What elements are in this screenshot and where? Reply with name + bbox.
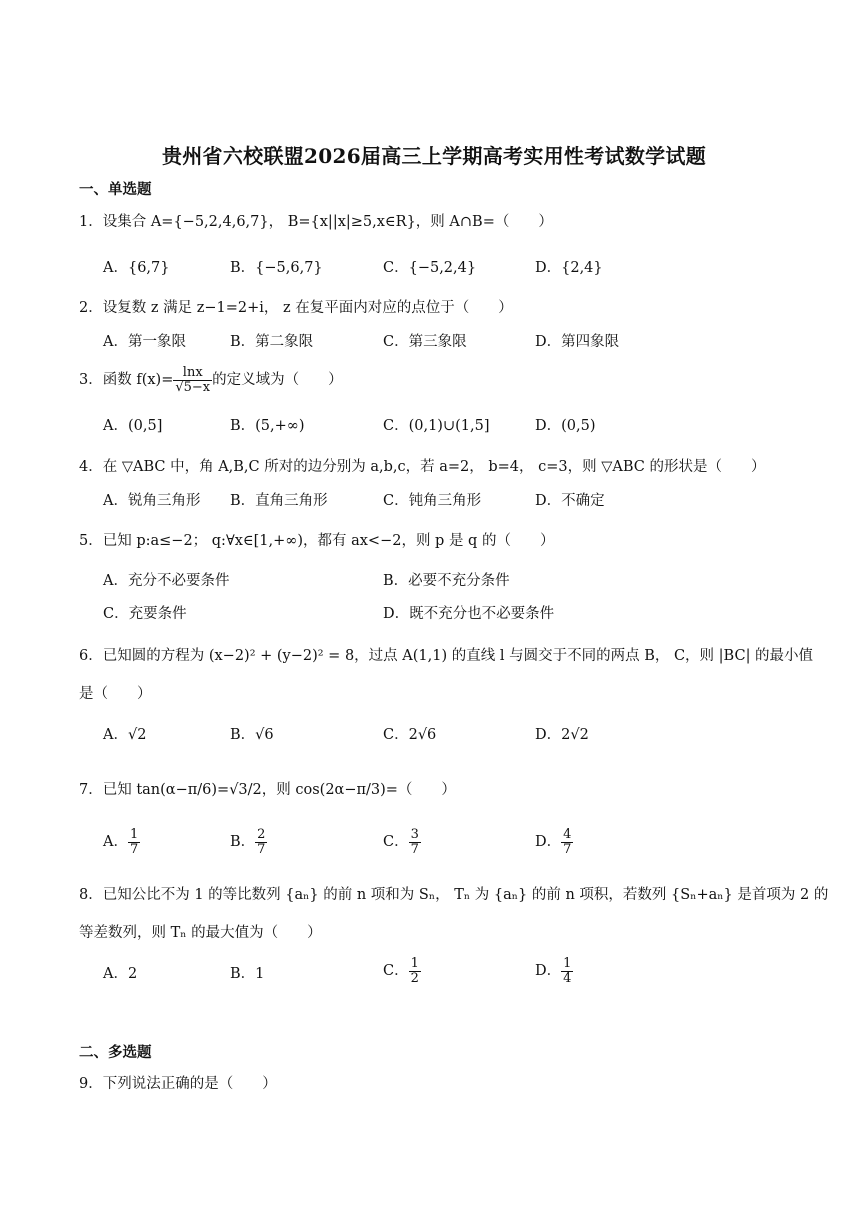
q8-option-c-den: 2 (410, 970, 419, 986)
q3-option-a: A．(0,5] (103, 418, 163, 434)
q6-option-c: C．2√6 (383, 727, 437, 743)
section-heading-single-choice: 一、单选题 (79, 181, 152, 198)
question-8-line-2: 等差数列，则 Tₙ 的最大值为（ ） (79, 925, 322, 941)
q6-option-d: D．2√2 (535, 727, 589, 743)
q7-option-c (383, 828, 421, 856)
q6-option-a: A．√2 (103, 727, 147, 743)
q7-option-c-letter: C． (383, 834, 409, 851)
q2-option-c: C．第三象限 (383, 334, 467, 350)
question-1: 1．设集合 A={−5,2,4,6,7}， B={x||x|≥5,x∈R}，则 A∩B=（ ） (79, 214, 553, 230)
q8-option-c-letter: C． (383, 963, 409, 980)
question-7: 7．已知 tan(α−π/6)=√3/2，则 cos(2α−π/3)=（ ） (79, 782, 456, 798)
q7-option-a-letter: A． (103, 834, 128, 851)
q8-option-c-num: 1 (410, 956, 419, 971)
q3-fraction (173, 366, 212, 394)
q4-option-b: B．直角三角形 (230, 493, 328, 509)
q3-option-d: D．(0,5) (535, 418, 596, 434)
question-2: 2．设复数 z 满足 z−1=2+i， z 在复平面内对应的点位于（ ） (79, 300, 513, 316)
q7-option-a-num: 1 (129, 827, 139, 842)
question-6-line-2: 是（ ） (79, 686, 152, 702)
q5-option-d: D．既不充分也不必要条件 (383, 606, 555, 622)
q7-option-d-den: 7 (563, 841, 572, 857)
q7-option-a-den: 7 (129, 841, 139, 857)
q3-option-b: B．(5,+∞) (230, 418, 305, 434)
q5-option-c: C．充要条件 (103, 606, 187, 622)
section-heading-multiple-choice: 二、多选题 (79, 1044, 152, 1061)
q4-option-c: C．钝角三角形 (383, 493, 482, 509)
q1-option-d: D．{2,4} (535, 260, 603, 276)
q2-option-a: A．第一象限 (103, 334, 186, 350)
q2-option-d: D．第四象限 (535, 334, 620, 350)
question-9: 9．下列说法正确的是（ ） (79, 1076, 277, 1092)
q4-option-d: D．不确定 (535, 493, 605, 509)
q1-option-a: A．{6,7} (103, 260, 170, 276)
question-5: 5．已知 p:a≤−2； q:∀x∈[1,+∞)，都有 ax<−2，则 p 是 q 的（ ） (79, 533, 555, 549)
q3-frac-num: lnx (173, 366, 212, 381)
question-8-line-1: 8．已知公比不为 1 的等比数列 {aₙ} 的前 n 项和为 Sₙ， Tₙ 为 {aₙ} 的前 n 项积，若数列 {Sₙ+aₙ} 是首项为 2 的 (79, 887, 829, 903)
q7-option-c-den: 7 (410, 841, 419, 857)
page-title: 贵州省六校联盟2026届高三上学期高考实用性考试数学试题 (161, 144, 707, 168)
q7-option-c-num: 3 (410, 827, 419, 842)
question-6-line-1: 6．已知圆的方程为 (x−2)² + (y−2)² = 8，过点 A(1,1) 的直线 l 与圆交于不同的两点 B， C，则 |BC| 的最小值 (79, 648, 814, 664)
q6-option-b: B．√6 (230, 727, 274, 743)
q7-option-d-num: 4 (563, 827, 572, 842)
q1-option-b: B．{−5,6,7} (230, 260, 323, 276)
question-3 (79, 360, 343, 400)
q4-option-a: A．锐角三角形 (103, 493, 201, 509)
q7-option-b-den: 7 (257, 841, 266, 857)
q5-option-a: A．充分不必要条件 (103, 573, 230, 589)
q2-option-b: B．第二象限 (230, 334, 314, 350)
q3-text-post: 的定义域为（ ） (212, 372, 343, 388)
q7-option-b (230, 828, 267, 856)
q7-option-d (535, 828, 573, 856)
q8-option-d-num: 1 (563, 956, 572, 971)
q3-text-pre: 3．函数 f(x)= (79, 372, 174, 388)
q7-option-b-num: 2 (257, 827, 266, 842)
q7-option-b-letter: B． (230, 834, 256, 851)
q8-option-d-den: 4 (563, 970, 572, 986)
q8-option-c (383, 957, 421, 985)
q7-option-a (103, 828, 140, 856)
q8-option-d (535, 957, 573, 985)
question-4: 4．在 ▽ABC 中，角 A,B,C 所对的边分别为 a,b,c，若 a=2， b=4， c=3，则 ▽ABC 的形状是（ ） (79, 459, 766, 475)
q8-option-d-letter: D． (535, 963, 562, 980)
q5-option-b: B．必要不充分条件 (383, 573, 510, 589)
q3-frac-den: √5−x (175, 379, 211, 395)
q8-option-b: B．1 (230, 966, 265, 982)
q1-option-c: C．{−5,2,4} (383, 260, 477, 276)
q7-option-d-letter: D． (535, 834, 562, 851)
q3-option-c: C．(0,1)∪(1,5] (383, 418, 490, 434)
q8-option-a: A．2 (103, 966, 138, 982)
